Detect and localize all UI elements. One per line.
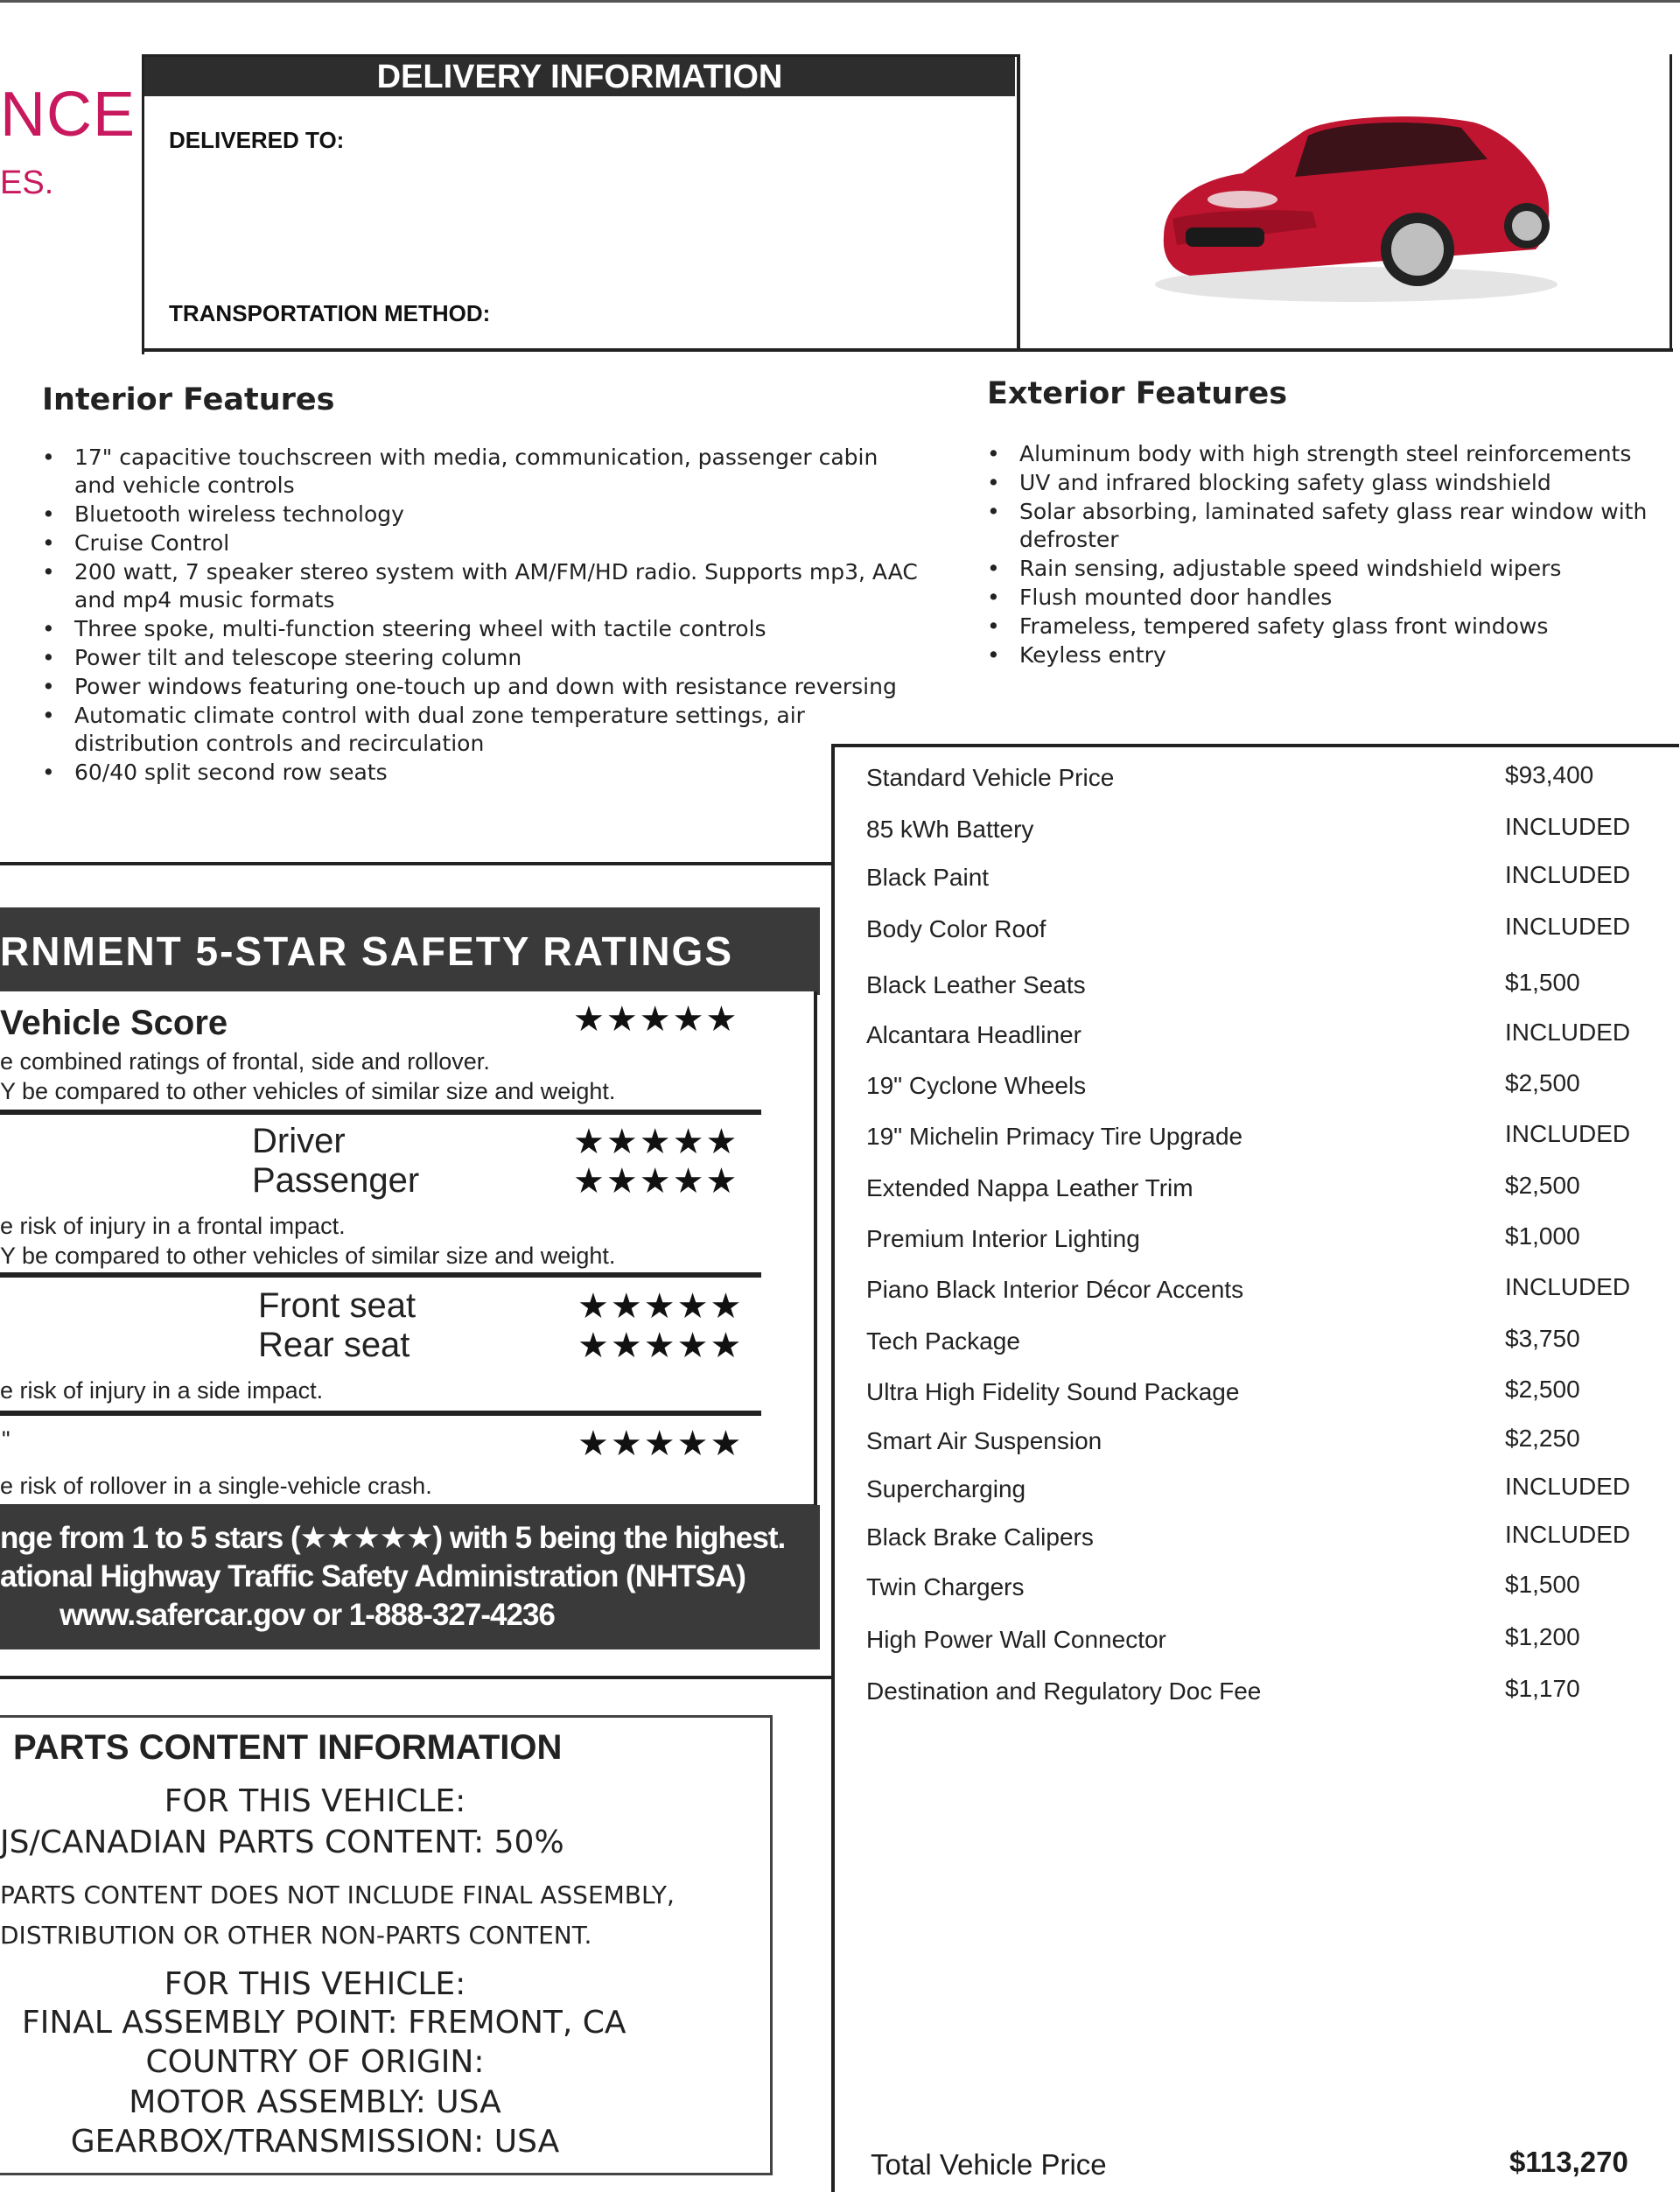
price-value: INCLUDED [1505, 861, 1631, 888]
brand-tagline-fragment: ES. [0, 165, 54, 201]
table-row [866, 915, 1654, 950]
list-item: • Aluminum body with high strength steel reinforcements [987, 440, 1661, 468]
rollover-label: " [2, 1426, 10, 1453]
final-assembly-point: FINAL ASSEMBLY POINT: FREMONT, CA [22, 2005, 626, 2041]
list-item: • Power windows featuring one-touch up and down with resistance reversing [42, 673, 926, 701]
table-row [866, 861, 1654, 899]
list-item: • Flush mounted door handles [987, 584, 1661, 612]
price-label: Premium Interior Lighting [866, 1225, 1140, 1252]
star-rating-rollover: ★★★★★ [578, 1425, 744, 1463]
list-item: • Frameless, tempered safety glass front windows [987, 613, 1661, 641]
price-label: 19" Michelin Primacy Tire Upgrade [866, 1123, 1243, 1150]
star-rating-passenger: ★★★★★ [573, 1162, 739, 1201]
table-row [866, 761, 1654, 799]
price-value: INCLUDED [1505, 1521, 1631, 1548]
list-item: • Solar absorbing, laminated safety glass rear window with defroster [987, 498, 1661, 554]
star-rating-front-seat: ★★★★★ [578, 1287, 744, 1326]
nhtsa-note: ational Highway Traffic Safety Administration (NHTSA) [0, 1559, 746, 1593]
delivered-to-label: DELIVERED TO: [169, 127, 345, 153]
price-label: Black Leather Seats [866, 971, 1086, 998]
side-front-seat-label: Front seat [258, 1286, 416, 1325]
table-row [866, 1623, 1654, 1661]
price-value: $2,500 [1505, 1069, 1580, 1096]
price-label: Piano Black Interior Décor Accents [866, 1276, 1244, 1303]
interior-features-title: Interior Features [42, 382, 335, 417]
table-row [866, 1378, 1654, 1413]
price-value: $1,500 [1505, 1571, 1580, 1598]
list-item: • Cruise Control [42, 529, 926, 557]
price-label: Supercharging [866, 1475, 1026, 1502]
frontal-passenger-label: Passenger [252, 1161, 420, 1200]
side-desc: e risk of injury in a side impact. [0, 1377, 324, 1404]
price-value: INCLUDED [1505, 1473, 1631, 1500]
price-label: Twin Chargers [866, 1573, 1025, 1600]
price-value: $2,500 [1505, 1172, 1580, 1199]
price-value: INCLUDED [1505, 1019, 1631, 1046]
list-item: • Rain sensing, adjustable speed windshield wipers [987, 555, 1661, 583]
frontal-driver-label: Driver [252, 1122, 346, 1160]
list-item: • Three spoke, multi-function steering wheel with tactile controls [42, 615, 926, 643]
safety-rule [0, 1110, 761, 1115]
price-label: Ultra High Fidelity Sound Package [866, 1378, 1240, 1405]
delivery-divider [1017, 54, 1020, 352]
price-value: $2,250 [1505, 1425, 1580, 1452]
list-item: • UV and infrared blocking safety glass windshield [987, 469, 1661, 497]
star-rating-overall: ★★★★★ [573, 1000, 739, 1039]
transportation-method-label: TRANSPORTATION METHOD: [169, 300, 491, 326]
top-rule [0, 0, 1680, 3]
price-label: Smart Air Suspension [866, 1427, 1102, 1454]
safety-rule [0, 1272, 761, 1278]
table-row [866, 1021, 1654, 1056]
interior-features-list [42, 444, 926, 788]
price-value: $1,170 [1505, 1675, 1580, 1702]
table-row [866, 1222, 1654, 1260]
list-item: • Bluetooth wireless technology [42, 501, 926, 529]
car-image [1138, 96, 1558, 306]
safety-ratings-title: RNMENT 5-STAR SAFETY RATINGS [0, 928, 734, 974]
overall-desc-1: e combined ratings of frontal, side and rollover. [0, 1048, 490, 1075]
price-label: Tech Package [866, 1327, 1020, 1355]
price-label: Black Brake Calipers [866, 1523, 1094, 1551]
table-row [866, 1120, 1654, 1158]
price-label: Standard Vehicle Price [866, 764, 1115, 791]
table-row [866, 971, 1654, 1006]
overall-desc-2: Y be compared to other vehicles of similar size and weight. [0, 1078, 616, 1104]
price-label: Black Paint [866, 864, 990, 891]
section-rule [0, 862, 831, 865]
safercar-link[interactable]: www.safercar.gov or 1-888-327-4236 [60, 1598, 555, 1632]
price-value: $3,750 [1505, 1325, 1580, 1352]
frontal-desc-2: Y be compared to other vehicles of similar size and weight. [0, 1243, 616, 1269]
price-value: INCLUDED [1505, 913, 1631, 940]
motor-assembly: MOTOR ASSEMBLY: USA [129, 2084, 501, 2120]
price-table-frame [831, 744, 1679, 2192]
safety-rule [0, 1411, 761, 1416]
delivery-info-header: DELIVERY INFORMATION [144, 57, 1015, 96]
price-value: INCLUDED [1505, 1120, 1631, 1147]
price-label: 85 kWh Battery [866, 816, 1034, 843]
table-row [866, 1069, 1654, 1107]
parts-content-title: PARTS CONTENT INFORMATION [13, 1728, 563, 1767]
table-row [866, 1273, 1654, 1311]
price-value: $1,500 [1505, 969, 1580, 996]
price-value: $2,500 [1505, 1376, 1580, 1403]
brand-wordmark-fragment: NCE [0, 80, 136, 150]
list-item: • 60/40 split second row seats [42, 759, 926, 787]
price-value: $93,400 [1505, 761, 1594, 788]
table-row [866, 1677, 1654, 1712]
price-value: $1,200 [1505, 1623, 1580, 1650]
list-item: • 17" capacitive touchscreen with media, communication, passenger cabin and vehicle controls [42, 444, 926, 500]
delivery-bottom-rule [142, 348, 1673, 352]
safety-footer [0, 1505, 820, 1649]
rollover-desc: e risk of rollover in a single-vehicle crash. [0, 1473, 432, 1499]
list-item: • Keyless entry [987, 641, 1661, 669]
star-rating-rear-seat: ★★★★★ [578, 1327, 744, 1365]
table-row [866, 1523, 1654, 1558]
table-row [866, 1174, 1654, 1209]
exterior-features-title: Exterior Features [987, 376, 1288, 411]
us-canadian-parts-content: JS/CANADIAN PARTS CONTENT: 50% [0, 1824, 564, 1860]
section-rule [0, 1676, 831, 1679]
table-row [866, 1327, 1654, 1362]
ratings-scale-note: nge from 1 to 5 stars (★★★★★) with 5 being the highest. [0, 1521, 786, 1555]
car-box-border [1670, 54, 1672, 352]
total-price-label: Total Vehicle Price [871, 2148, 1107, 2181]
list-item: • 200 watt, 7 speaker stereo system with AM/FM/HD radio. Supports mp3, AAC and mp4 music formats [42, 558, 926, 614]
price-value: $1,000 [1505, 1222, 1580, 1250]
exterior-features-list [987, 440, 1661, 670]
list-item: • Automatic climate control with dual zone temperature settings, air distribution controls and recirculation [42, 702, 926, 758]
gearbox-transmission: GEARBOX/TRANSMISSION: USA [70, 2124, 560, 2160]
price-top-rule [831, 744, 1676, 747]
table-row [866, 1475, 1654, 1510]
price-value: INCLUDED [1505, 1273, 1631, 1300]
price-label: 19" Cyclone Wheels [866, 1072, 1087, 1099]
price-label: Body Color Roof [866, 915, 1046, 942]
star-rating-driver: ★★★★★ [573, 1123, 739, 1161]
parts-for-vehicle-2: FOR THIS VEHICLE: [164, 1966, 466, 2002]
parts-note-1: PARTS CONTENT DOES NOT INCLUDE FINAL ASSEMBLY, [0, 1880, 675, 1909]
country-of-origin-label: COUNTRY OF ORIGIN: [145, 2044, 485, 2080]
table-row [866, 1427, 1654, 1462]
frontal-desc-1: e risk of injury in a frontal impact. [0, 1213, 346, 1239]
parts-for-vehicle-1: FOR THIS VEHICLE: [164, 1783, 466, 1819]
price-label: Extended Nappa Leather Trim [866, 1174, 1194, 1201]
side-rear-seat-label: Rear seat [258, 1326, 410, 1364]
price-value: INCLUDED [1505, 813, 1631, 840]
table-row [866, 1573, 1654, 1608]
price-label: Alcantara Headliner [866, 1021, 1082, 1048]
parts-note-2: DISTRIBUTION OR OTHER NON-PARTS CONTENT. [0, 1921, 592, 1950]
list-item: • Power tilt and telescope steering column [42, 644, 926, 672]
price-label: High Power Wall Connector [866, 1626, 1166, 1653]
overall-score-heading: Vehicle Score [0, 1004, 228, 1042]
price-label: Destination and Regulatory Doc Fee [866, 1677, 1262, 1705]
total-price-value: $113,270 [1509, 2146, 1628, 2178]
table-row [866, 813, 1654, 851]
